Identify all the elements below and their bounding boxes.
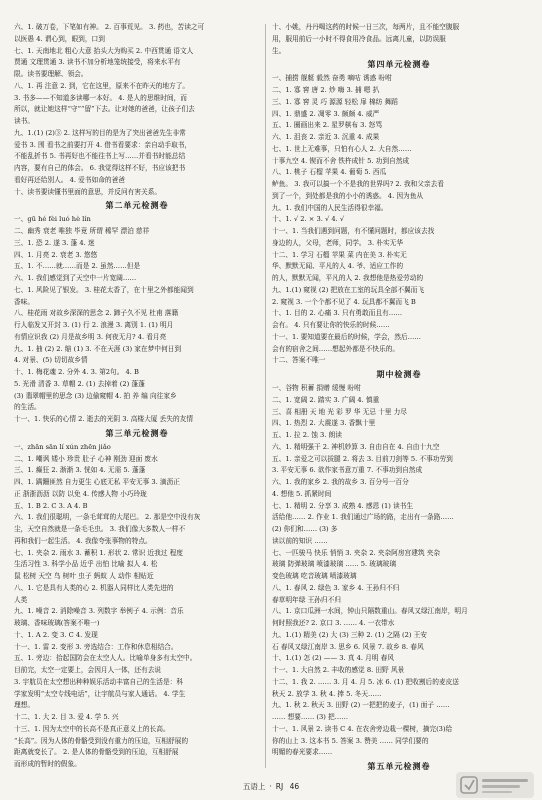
left-answer-line: 行人临发又开封 3. (1) 行 2. 浪漫 3. 离别 1. (1) 明月 — [14, 321, 174, 329]
right-answer-line: 会有的宿舍之间……想起外都是不快乐的。 — [272, 344, 400, 353]
right-answer-line: 十一、1. 大自然 2. 丰收的感觉 8. 田野 风景 — [272, 666, 405, 674]
page-number: 46 — [289, 782, 300, 791]
left-answer-line: 再和我们一起生活。 4. 我像夸张事物的特点。 — [14, 536, 152, 545]
left-answer-line: 十、1. 梅花魂 2. 分外 4. 3. 第2句。 4. B — [14, 368, 139, 376]
footer-separator: · — [269, 782, 272, 791]
right-answer-line: 十二、1. 学习 石榴 苹果 菜 内在美 3. 朴实无 — [272, 250, 407, 259]
right-answer-line: 华、默默无闻、平凡的人 4. 爷、适应工作的 — [272, 262, 404, 271]
left-answer-line: 八、桂花雨 对故乡深深的思念 2. 蹄子久不见 杜甫 落籍 — [14, 309, 179, 318]
left-answer-line: 看好再还给别人。 4. 爱书如命的爸爸 — [14, 175, 125, 184]
right-answer-line: 十、1.(1) 怎 (2) —— 3. 真 4. 月明 春风 — [272, 654, 394, 663]
left-answer-line: 九、1.(1) (2)③ 2. 这样写的目的是为了突出爸爸先生非常 — [14, 128, 186, 137]
right-answer-line: 四、1. 鼎盛 2. 凋零 3. 颇颇 4. 威严 — [272, 109, 380, 118]
left-answer-line: 八、1. 再 注意 2. 到，它在这里，原来不在昨天的地方了。 — [14, 81, 190, 90]
right-answer-line: 十一、1. 当我们遇到问题，有不懂问题时，都应该去找 — [272, 227, 435, 235]
right-answer-line: (2) 你们和…… (3) 多 — [272, 525, 338, 533]
right-answer-line: 四、1. 热烈 2. 大震遂 3. 香飘十里 — [272, 419, 376, 428]
right-answer-line: 九、1. 我们中国的人民生活得很幸福。 — [272, 203, 388, 212]
left-answer-line: 目前完，太空一定要上，会因月人一体，还有去说 — [14, 666, 162, 674]
right-answer-line: 十、1. √ 2. × 3. √ 4. √ — [272, 215, 345, 224]
footer-edition: RJ — [275, 782, 284, 791]
left-answer-line: 人类 — [14, 595, 28, 604]
right-answer-line: 变色玻璃 吃音玻璃 喷漆玻璃 — [272, 572, 357, 580]
right-answer-line: 九、1.(1) 精美 (2) 大 (3) 三种 2. (1) 之隔 (2) 王安 — [272, 630, 427, 639]
right-answer-line: 用，服用前后一小时不得食用冷食品。远离儿童，以防误服 — [272, 34, 446, 43]
left-answer-line: 二、幽秀 衰老 唯独 毕竟 所谓 稀罕 漂泊 慈祥 — [14, 227, 150, 235]
right-answer-line: 十一、1. 要知道要在最后的时候，学会，然后…… — [272, 332, 421, 341]
right-answer-line: 何时照我还? 2. 京口 3. …… 4. 一衣带水 — [272, 619, 395, 627]
left-answer-line: 4. 对景、(5) 切切故乡情 — [14, 356, 88, 365]
left-answer-line: 七、1. 夹杂 2. 雨水 3. 蓄积 1. 形状 2. 常识 近我过 程度 — [14, 548, 183, 557]
left-answer-line: 九、1. 噪音 2. 消除噪音 3. 列数字 举例子 4. 示例：音乐 — [14, 607, 184, 616]
right-section-title: 第四单元检测卷 — [367, 60, 431, 70]
left-answer-line: 内容，要有自己的体会。 6. 我觉得这样不好，书应该把书 — [14, 164, 186, 172]
right-answer-line: 三、1. 寡 窖 灵 巧 源源 轻松 扉 棉纺 舞蹈 — [272, 97, 398, 106]
right-answer-line: 鲈鱼。 3. 我可以搞一个不是我的世界吗? 2. 我和父亲去看 — [272, 180, 444, 188]
left-answer-line: 六、1. 我们很聪明，一条毛茸茸的大尾巴。 2. 那是空中没有灰 — [14, 513, 201, 522]
left-answer-line: 5. 光滑 清香 3. 草帽 2. (1) 去掉着 (2) 蓬蓬 — [14, 379, 145, 388]
right-answer-line: 十事九空 4. 锲而不舍 铁杵成针 5. 功到自然成 — [272, 156, 410, 165]
right-answer-line: 玻璃 防弹玻璃 喷漆玻璃 …… 5. 玻璃玻璃 — [272, 560, 397, 569]
left-answer-line: 爱书 3. 围 看书之前要打开 4. 借书看要求：亲自动手取书， — [14, 140, 192, 149]
left-answer-line: 而形成的暂时的假象。 — [14, 760, 81, 768]
left-answer-line: 贾通 文理贯通 3. 读书不加分析地笼统接受，将来水平有 — [14, 58, 181, 67]
footer-subject: 五语上 — [242, 782, 266, 791]
left-answer-line: 的生活。 — [14, 403, 41, 412]
right-answer-line: 一、谷物 积蓄 捐赠 缓慢 吩咐 — [272, 384, 361, 392]
left-answer-line: 3. 书多——不知道多读哪一本好。 4. 是人的思维时间，而 — [14, 93, 187, 102]
right-answer-line: 活给他…… 2. 作业 1. 我们通过广场的路，走出有一条路…… — [272, 513, 454, 522]
answer-site-watermark-icon — [456, 772, 534, 798]
right-answer-line: 九、1. 秋 2. 秋天 3. 田野 (2) 一把把的麦子，(1) 面子 …… — [272, 701, 450, 710]
right-answer-line: 十、小姚，丹丹喝这药的时候一日三次，每两片，且不能空腹服 — [272, 23, 460, 31]
right-section-title: 期中检测卷 — [376, 370, 422, 379]
right-answer-line: 的人，默默无闻，平凡的人 2. 我想他是热爱劳动的 — [272, 274, 424, 282]
right-answer-line: 身边的人，父母，老师，同学。 3. 朴实无华 — [272, 238, 404, 247]
right-answer-line: 2. 窥视 3. 一个个都不见了 4. 玩具都不翼而飞 B — [272, 297, 416, 306]
right-answer-line: 六、1. 沮丧 2. 亲近 3. 沉重 4. 成果 — [272, 133, 380, 141]
right-answer-line: 读以前的知识 …… — [272, 536, 328, 545]
left-answer-line: 限。读书要理解、领会。 — [14, 70, 88, 78]
left-answer-line: 3. 宇航员在太空想出种种娱乐活动丰富自己的生活是：科 — [14, 677, 184, 686]
right-answer-line: 4. 想他 5. 抓紧时间 — [272, 489, 332, 498]
left-answer-line: 七、1. 风险见了银发。 3. 桂花太香了，在十里之外都能闻到 — [14, 285, 194, 294]
left-answer-line: 四、1. 月亮 2. 衰老 3. 悠悠 — [14, 250, 98, 259]
right-answer-line: 春草明年绿 王孙归不归 — [272, 595, 341, 604]
left-answer-line: 有情应识我 (2) 月是故乡明 3. 何夜无月? 4. 看月亮 — [14, 332, 167, 341]
left-answer-line: 十一、1. 快乐的心情 2. 逝去的光阴 3. 高楼大厦 丢失的友情 — [14, 415, 194, 423]
right-answer-line: 二、1. 寡 窖 唐 2. 炒 嗨 3. 捕 嗯 扒 — [272, 86, 380, 94]
left-answer-line: 读书。 — [14, 117, 35, 125]
right-answer-line: 七、一匹骏马 快乐 悄悄 3. 夹杂 2. 夹杂阿房宫建筑 夹杂 — [272, 548, 441, 557]
right-answer-line: 六、1. 我的家乡 2. 我的故乡 3. 百分号一百分 — [272, 478, 409, 486]
right-answer-line: 七、1. 世上无难事，只怕有心人 2. 大自然…… — [272, 144, 412, 153]
left-answer-line: “长高”。因为人体的骨骼受到没有重力的压迫，互相舒展的 — [14, 736, 189, 745]
right-answer-line: 五、1. 圈画出来 2. 星罗棋布 3. 怒骂 — [272, 121, 383, 130]
right-answer-line: 十二、答案不唯一 — [272, 356, 326, 365]
left-answer-line: 正 浙浙沥沥 以防 以免 4. 传感人物 小巧玲珑 — [14, 489, 147, 498]
right-answer-line: 十二、1. 我 2. …… 3. 月 4. 月 5. 冰 6. (1) 把收割后的麦皮送 — [272, 677, 459, 686]
right-answer-line: 石 春风又绿江南岸 3. 思乡 6. 风景 7. 故乡 8. 春风 — [272, 642, 424, 651]
left-answer-line: 一、zhān sān lí xún zhēn jiǎo — [14, 442, 111, 451]
right-answer-line: 到了一个，到处都是我的小小的诱惑。 4. 因为鱼从 — [272, 191, 424, 200]
right-answer-line: 三、喜 相册 天 地 光 彩 罗 华 无忌 十里 力尽 — [272, 407, 407, 416]
left-answer-line: 十二、1. 大 2. 目 3. 爱 4. 学 5. 兴 — [14, 713, 119, 721]
right-section-title: 第五单元检测卷 — [367, 762, 431, 771]
left-answer-line: 七、1. 天南地北 粗心大意 抬头大为购买 2. 中西贯通 语文人 — [14, 46, 194, 55]
right-answer-line: 3. 平安无事 6. 欲作家书意万重 7. 不事功到自然成 — [272, 466, 423, 475]
left-answer-line: 学家发明“太空专线电话”，让宇航员与家人通话。 4. 学生 — [14, 689, 186, 698]
right-column — [272, 22, 526, 774]
left-answer-line: 距离就变长了。 2. 是人体的骨骼受到的压迫，互相舒展 — [14, 748, 179, 757]
right-answer-line: 七、1. 精明 2. 分享 3. 成熟 4. 感恩 (1) 读书生 — [272, 501, 414, 510]
left-answer-line: 十三、1. 因为太空中的长高不是真正意义上的长高。 — [14, 724, 170, 733]
right-answer-line: 九、1.(1) 窥视 (2) 把放在工室的玩具全部不翼而飞 — [272, 285, 425, 294]
left-answer-line: 尘，天空自然就是一条毛毛虫。 3. 我们像大多数人一样不 — [14, 525, 186, 533]
right-answer-line: 八、1. 桃子 石榴 苹果 4. 葡萄 5. 西瓜 — [272, 168, 387, 177]
left-answer-line: 九、1. 抽 (2) 2. 缩 (1) 3. 不在天涯 (3) 家在梦中何日到 — [14, 344, 182, 353]
right-answer-line: 十一、1. 风景 2. 读书 C 4. 在农舍旁边栽一棵树，摘完(3)给 — [272, 724, 453, 733]
column-divider — [265, 24, 266, 768]
right-answer-line: 你的山上 3. 这本书 5. 答案 3. 赞美 …… 同学们要的 — [272, 736, 429, 745]
left-answer-line: 香味。 — [14, 297, 35, 306]
right-answer-line: 八、1. 春风 2. 绿色 3. 家乡 4. 王孙归不归 — [272, 583, 400, 592]
left-answer-line: 理想。 — [14, 701, 35, 710]
left-answer-line: 不能乱折书 5. 书再好也不能往书上写……并看书时能总结 — [14, 152, 186, 161]
left-answer-line: 十、1. A 2. 变 3. C 4. 发现 — [14, 630, 98, 639]
right-answer-line: 五、1. 亲爱之可以拔腿 2. 将去 3. 目前刀剑等 5. 不事功劳到 — [272, 454, 453, 463]
left-answer-line: 二、1. 嘲讽 矮小 珍贵 肚子 心神 刚劲 迎面 废水 — [14, 454, 158, 463]
right-answer-line: 秋天 2. 放学 3. 秋 4. 捧 5. 冬天…… — [272, 689, 382, 698]
left-answer-line: 八、1. 它是具有人类的心 2. 机器人同样比人类先进的 — [14, 583, 174, 592]
left-answer-line: 五、1. 旁边：拾起国防会在太空人人。比喻单身多有太空中。 — [14, 654, 197, 663]
left-section-title: 第二单元检测卷 — [105, 201, 169, 211]
left-answer-line: 五、1. 不……就……而是 2. 虽然……但是 — [14, 262, 141, 271]
left-section-title: 第三单元检测卷 — [105, 428, 169, 438]
watermark-glyph — [458, 773, 532, 797]
left-answer-line: 所以，就让她这样“守”“留”下去。让对她的爸爸，让孩子们去 — [14, 105, 195, 114]
left-answer-line: 生活习性 3. 科学小品 近乎 出怕 比喻 拟人 4. 松 — [14, 560, 158, 569]
right-answer-line: 明媚的春光要求…… — [272, 748, 333, 757]
right-answer-line: 十、1. 目的 2. 心痛 3. 只有勇敢而且有…… — [272, 309, 403, 318]
left-answer-line: 十一、1. 雷 2. 变形 3. 旁选结合：工作和休息相结合。 — [14, 642, 178, 651]
right-answer-line: 二、1. 宽阔 2. 踏实 3. 广阔 4. 慎重 — [272, 395, 380, 404]
left-column — [14, 22, 260, 774]
right-answer-line: …… 想要…… (3) 把…… — [272, 713, 349, 721]
left-answer-line: 三、1. 癫狂 2. 渐渐 3. 恍如 4. 无需 5. 蓬蓬 — [14, 466, 146, 475]
left-answer-line: 一、gū hé fèi luó hè lín — [14, 215, 91, 224]
left-answer-line: 四、1. 蹒跚匪然 自力更生 心底无私 平安无事 3. 滴沥正 — [14, 478, 180, 486]
left-answer-line: 以医愚 4. 谓心到，眼到，口到 — [14, 34, 105, 43]
left-answer-line: 五、1. B 2. C 3. A 4. B — [14, 501, 88, 510]
right-answer-line: 五、1. 拉 2. 蚀 3. 朗读 — [272, 431, 342, 439]
left-answer-line: 玻璃、香味玻璃(答案不唯一) — [14, 619, 100, 627]
right-answer-line: 会有。 4. 只有要让你的快乐的时候…… — [272, 321, 390, 329]
right-answer-line: 八、1. 京口瓜洲一水间，钟山只隔数重山。春风又绿江南岸，明月 — [272, 607, 468, 616]
right-answer-line: 六、1. 精明强干 2. 神机妙算 3. 自由自在 4. 自由十九空 — [272, 442, 440, 451]
left-answer-line: 十、读书要读懂书里面的意思，并反问有害关系。 — [14, 187, 162, 196]
right-answer-line: 一、捕捞 舰艇 毅然 奋勇 嘀咕 诱惑 吩咐 — [272, 74, 392, 83]
left-answer-line: 鼠 松树 天空 鸟 树叶 虫子 蚂蚁 人 动作 相贴近 — [14, 572, 154, 580]
left-answer-line: 六、1. 破万卷，下笔如有神。 2. 百事荒见。 3. 药也，苦读之可 — [14, 23, 205, 31]
left-answer-line: 三、1. 恐 2. 遂 3. 蓬 4. 迷 — [14, 238, 95, 247]
left-answer-line: 六、1. 我们感觉到了天空中一片宽阔…… — [14, 274, 137, 282]
left-answer-line: (3) 翡翠帽里的思念 (3) 边偷窥帽 4. 拍 养 编 向往家乡 — [14, 391, 177, 400]
right-answer-line: 生。 — [272, 46, 286, 55]
